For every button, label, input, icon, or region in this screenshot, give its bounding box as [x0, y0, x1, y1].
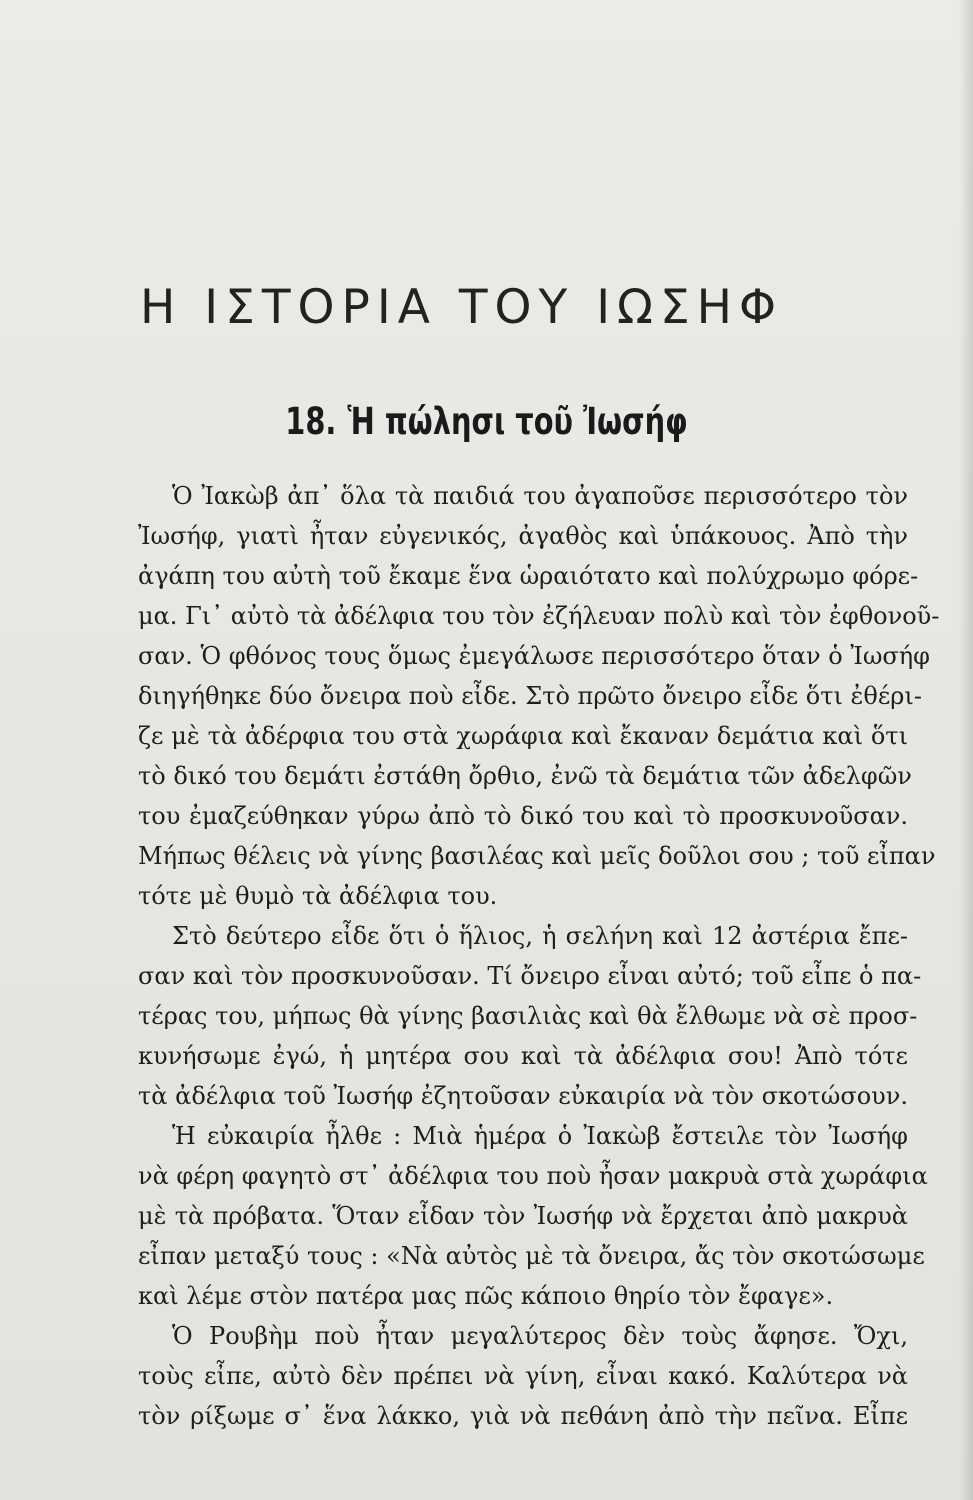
text-line: τὸν ρίξωμε σ᾿ ἕνα λάκκο, γιὰ νὰ πεθάνη ἀπὸ τὴν πεῖνα. Εἶπε — [138, 1402, 908, 1430]
text-line: εἶπαν μεταξύ τους : «Νὰ αὐτὸς μὲ τὰ ὄνειρα, ἄς τὸν σκοτώσωμε — [138, 1242, 925, 1270]
text-line: τὰ ἀδέλφια τοῦ Ἰωσήφ ἐζητοῦσαν εὐκαιρία νὰ τὸν σκοτώσουν. — [138, 1082, 908, 1110]
text-line: νὰ φέρη φαγητὸ στ᾿ ἀδέλφια του ποὺ ἦσαν μακρυὰ στὰ χωράφια — [138, 1162, 928, 1190]
text-line: Μήπως θέλεις νὰ γίνης βασιλέας καὶ μεῖς δοῦλοι σου ; τοῦ εἶπαν — [138, 842, 936, 870]
text-line: μα. Γι᾿ αὐτὸ τὰ ἀδέλφια του τὸν ἐζήλευαν πολὺ καὶ τὸν ἐφθονοῦ- — [138, 602, 940, 630]
text-line: ἀγάπη του αὐτὴ τοῦ ἔκαμε ἕνα ὡραιότατο καὶ πολύχρωμο φόρε- — [138, 562, 919, 590]
text-line: τὸ δικό του δεμάτι ἐστάθη ὄρθιο, ἐνῶ τὰ δεμάτια τῶν ἀδελφῶν — [138, 762, 912, 790]
text-line: Ἰωσήφ, γιατὶ ἦταν εὐγενικός, ἀγαθὸς καὶ ὑπάκουος. Ἀπὸ τὴν — [138, 522, 908, 550]
text-line: σαν. Ὁ φθόνος τους ὅμως ἐμεγάλωσε περισσότερο ὅταν ὁ Ἰωσήφ — [138, 642, 930, 670]
text-line: τέρας του, μήπως θὰ γίνης βασιλιὰς καὶ θὰ ἔλθωμε νὰ σὲ προσ- — [138, 1002, 918, 1030]
text-line: Ἡ εὐκαιρία ἦλθε : Μιὰ ἡμέρα ὁ Ἰακὼβ ἔστειλε τὸν Ἰωσήφ — [172, 1122, 908, 1150]
text-line: διηγήθηκε δύο ὄνειρα ποὺ εἶδε. Στὸ πρῶτο ὄνειρο εἶδε ὅτι ἐθέρι- — [138, 682, 922, 710]
text-line: μὲ τὰ πρόβατα. Ὅταν εἶδαν τὸν Ἰωσήφ νὰ ἔρχεται ἀπὸ μακρυὰ — [138, 1202, 908, 1230]
book-title: Η ΙΣΤΟΡΙΑ ΤΟΥ ΙΩΣΗΦ — [140, 280, 784, 335]
chapter-number: 18. — [285, 400, 337, 443]
text-line: καὶ λέμε στὸν πατέρα μας πῶς κάποιο θηρίο τὸν ἔφαγε». — [138, 1282, 834, 1310]
text-line: Ὁ Ἰακὼβ ἀπ᾿ ὅλα τὰ παιδιά του ἀγαποῦσε περισσότερο τὸν — [172, 482, 908, 510]
text-line: τοὺς εἶπε, αὐτὸ δὲν πρέπει νὰ γίνη, εἶναι κακό. Καλύτερα νὰ — [138, 1362, 908, 1390]
text-line: κυνήσωμε ἐγώ, ἡ μητέρα σου καὶ τὰ ἀδέλφια σου! Ἀπὸ τότε — [138, 1042, 908, 1070]
text-line: ζε μὲ τὰ ἀδέρφια του στὰ χωράφια καὶ ἔκαναν δεμάτια καὶ ὅτι — [138, 722, 908, 750]
text-line: σαν καὶ τὸν προσκυνοῦσαν. Τί ὄνειρο εἶναι αὐτό; τοῦ εἶπε ὁ πα- — [138, 962, 922, 990]
text-line: Ὁ Ρουβὴμ ποὺ ἦταν μεγαλύτερος δὲν τοὺς ἄφησε. Ὄχι, — [172, 1322, 908, 1350]
chapter-title: Ἡ πώλησι τοῦ Ἰωσήφ — [347, 400, 688, 443]
text-line: του ἐμαζεύθηκαν γύρω ἀπὸ τὸ δικό του καὶ τὸ προσκυνοῦσαν. — [138, 802, 908, 830]
text-line: Στὸ δεύτερο εἶδε ὅτι ὁ ἥλιος, ἡ σελήνη καὶ 12 ἀστέρια ἔπε- — [172, 922, 908, 950]
text-line: τότε μὲ θυμὸ τὰ ἀδέλφια του. — [138, 882, 498, 910]
